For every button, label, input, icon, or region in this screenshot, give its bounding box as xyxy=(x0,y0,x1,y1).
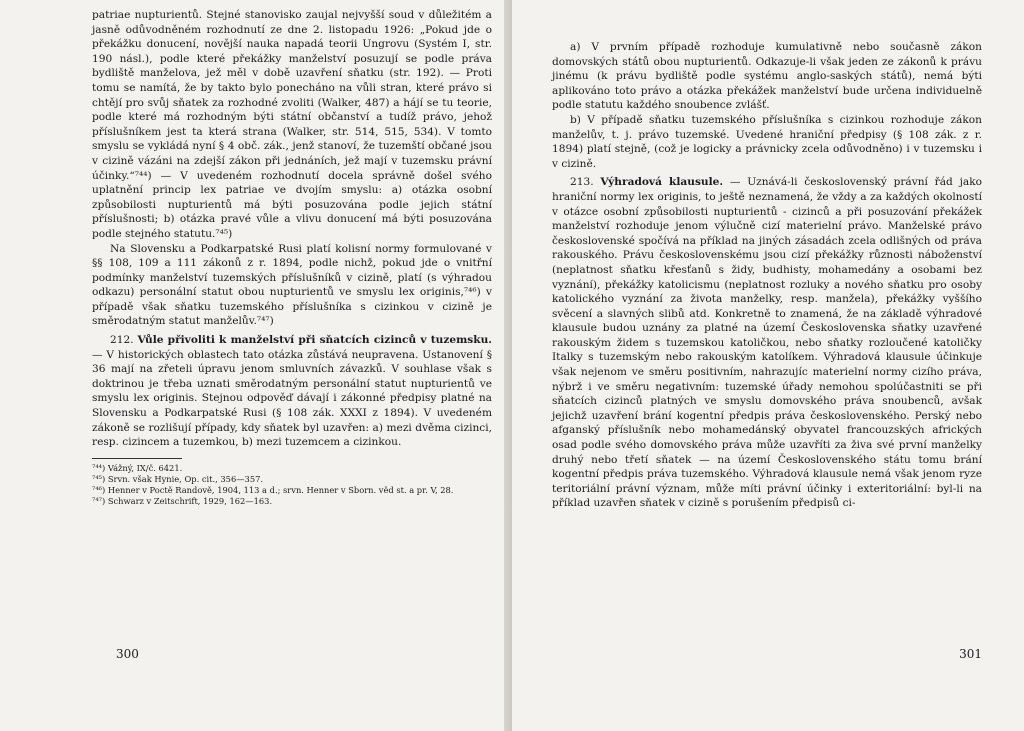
section-213 xyxy=(552,175,982,511)
left-paragraph-1: patriae nupturientů. Stejné stanovisko zaujal nejvyšší soud v důležitém a jasně odůvodněném rozhodnutí ze dne 2. listopadu 1926: „Pokud jde o překážku donucení, novější nauka napadá teorii Ungrovu (Systém I, str. 190 násl.), podle které překážky manželství posuzují se podle práva bydliště manželova, jež měl v době uzavření sňatku (str. 192). — Proti tomu se namítá, že by takto bylo ponecháno na vůli stran, které právo si chtějí pro svůj sňatek za rozhodné zvoliti (Walker, 487) a hájí se tu teorie, podle které má rozhodným býti státní občanství a tudíž právo, jehož příslušníkem jest ta která strana (Walker, str. 514, 515, 534). V tomto smyslu se vykládá nyní § 4 obč. zák., jenž stanoví, že tuzemští občané jsou v cizině vázáni na zdejší zákon při jednáních, jež mají v tuzemsku právní účinky.“⁷⁴⁴) — V uvedeném rozhodnutí docela správně došel svého uplatnění princip lex patriae ve dvojím smyslu: a) otázka osobní způsobilosti nupturientů má býti posuzována podle jejich státní příslušnosti; b) otázka pravé vůle a vlivu donucení má býti posuzována podle stejného statutu.⁷⁴⁵) xyxy=(92,9,492,240)
page-number-right: 301 xyxy=(959,647,982,661)
section-212-text: — V historických oblastech tato otázka zůstává neupravena. Ustanovení § 36 mají na zřeteli úpravu jenom smluvních závazků. V souhlase však s doktrinou je třeba uznati směrodatným personální statut nupturientů ve smyslu lex originis. Stejnou odpověď dávají i zákonné předpisy platné na Slovensku a Podkarpatské Rusi (§ 108 zák. XXXI z 1894). V uvedeném zákoně se rozlišují případy, kdy sňatek byl uzavřen: a) mezi dvěma cizinci, resp. cizincem a tuzemkou, b) mezi tuzemcem a cizinkou. xyxy=(92,348,492,449)
section-212-number: 212. xyxy=(110,334,134,347)
footnote-745: ⁷⁴⁵) Srvn. však Hynie, Op. cit., 356—357. xyxy=(92,473,264,484)
footnote-747: ⁷⁴⁷) Schwarz v Zeitschrift, 1929, 162—163. xyxy=(92,495,273,506)
section-213-text: — Uznává-li československý právní řád jako hraniční normy lex originis, to ještě neznamená, že vždy a za každých okolností v otázce osobní způsobilosti nupturientů - cizinců a při posuzování překážek manželství rozhoduje jenom výlučně cizí materielní právo. Manželské právo československé spočívá na příklad na jiných zásadách zcela odlišných od práva rakouského. Právu československému jsou cizí překážky různosti náboženství (neplatnost sňatku křesťanů s židy, budhisty, mohamedány a osobami bez vyznání), překážky katolicismu (neplatnost rozluky a nového sňatku pro osoby katolického vyznání za života manželky, resp. manžela), překážky vyššího svěcení a slavných slibů atd. Konkretně to znamená, že na základě výhradové klausule budou uznány za platné na území Československa sňatky uzavřené rakouským židem s tuzemskou katoličkou, nebo sňatky rozloučené katoličky Italky s tuzemským nebo rakouským katolíkem. Výhradová klausule účinkuje však nejenom ve směru positivním, nahrazujíc materielní normy cizího práva, nýbrž i ve směru negativním: tuzemské úřady nemohou spolúčastniti se při sňatcích cizinců platných ve smyslu domovského práva snoubenců, avšak jejichž uzavření brání kogentní předpis práva československého. Perský nebo afganský příslušník nebo mohamedánský obyvatel francouzských afrických osad podle svého domovského práva může uzavříti za živa své první manželky druhý nebo třetí sňatek — na území Československého státu tomu brání kogentní předpis práva tuzemského. Výhradová klausule nemá však jenom ryze teritoriální právní význam, může míti právní účinky i exteritoriální: byl-li na příklad uzavřen sňatek v cizině s porušením předpisů ci- xyxy=(552,176,982,510)
footnote-divider xyxy=(92,458,182,459)
section-212-title: Vůle přivoliti k manželství při sňatcích cizinců v tuzemsku. xyxy=(137,334,492,347)
section-213-title: Výhradová klausule. xyxy=(600,176,724,189)
footnote-746: ⁷⁴⁶) Henner v Poctě Randově, 1904, 113 a d.; srvn. Henner v Sborn. věd st. a pr. V, 28. xyxy=(92,484,454,495)
right-page xyxy=(512,0,1024,731)
right-paragraph-a: a) V prvním případě rozhoduje kumulativně nebo současně zákon domovských států obou nupturientů. Odkazuje-li však jeden ze zákonů k právu jinému (k právu bydliště podle systému anglo-saských států), nemá býti aplikováno toto právo a otázka překážek manželství bude určena individuelně podle statutu každého snoubence zvlášť. xyxy=(552,41,982,112)
left-paragraph-2: Na Slovensku a Podkarpatské Rusi platí kolisní normy formulované v §§ 108, 109 a 111 zákonů z r. 1894, podle nichž, pokud jde o vnitřní podmínky manželství tuzemských příslušníků v cizině, platí (s výhradou odkazu) personální statut obou nupturientů ve smyslu lex originis,⁷⁴⁶) v případě však sňatku tuzemského příslušníka s cizinkou v cizině je směrodatným statut manželův.⁷⁴⁷) xyxy=(92,242,492,328)
section-213-number: 213. xyxy=(570,176,594,189)
section-212 xyxy=(92,333,492,450)
footnote-744: ⁷⁴⁴) Vážný, IX/č. 6421. xyxy=(92,462,183,473)
page-number-left: 300 xyxy=(116,647,139,661)
right-paragraph-b: b) V případě sňatku tuzemského příslušníka s cizinkou rozhoduje zákon manželův, t. j. právo tuzemské. Uvedené hraniční předpisy (§ 108 zák. z r. 1894) platí stejně, (což je logicky a právnicky zcela odůvodněno) i v tuzemsku i v cizině. xyxy=(552,113,982,170)
